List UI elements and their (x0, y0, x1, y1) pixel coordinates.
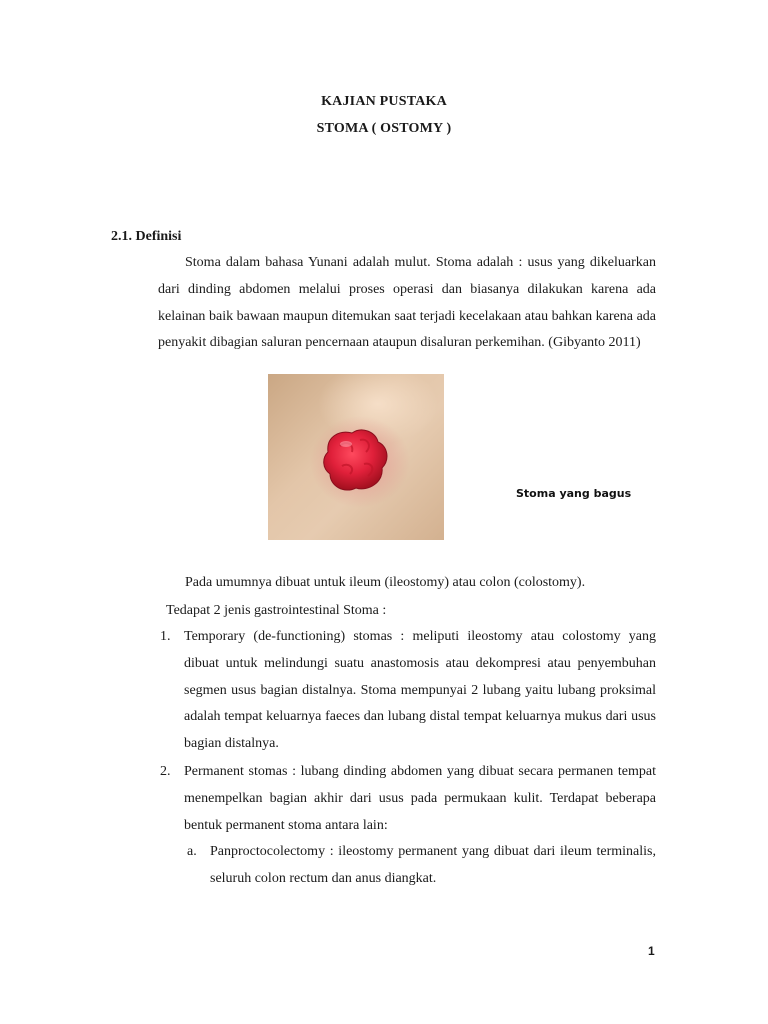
intro-line: Tedapat 2 jenis gastrointestinal Stoma : (166, 603, 387, 618)
stoma-illustration (268, 374, 444, 540)
document-title: KAJIAN PUSTAKA (321, 94, 447, 109)
list-marker: 1. (160, 629, 171, 644)
figure-caption: Stoma yang bagus (516, 487, 632, 500)
section-heading: 2.1. Definisi (111, 229, 182, 244)
stoma-photo (268, 374, 444, 540)
sublist-marker: a. (187, 844, 197, 859)
definition-paragraph: Stoma dalam bahasa Yunani adalah mulut. Stoma adalah : usus yang dikeluarkan dari dinding abdomen melalui proses operasi dan biasanya dilakukan karena ada kelainan baik bawaan maupun ditemukan saat terjadi kecelakaan atau bahkan karena ada penyakit dibagian saluran pencernaan ataupun disaluran perkemihan. (Gibyanto 2011) (158, 255, 656, 351)
sublist-item-text: Panproctocolectomy : ileostomy permanent yang dibuat dari ileum terminalis, seluruh colon rectum dan anus diangkat. (210, 844, 656, 886)
list-marker: 2. (160, 764, 171, 779)
list-item-text: Permanent stomas : lubang dinding abdomen yang dibuat secara permanen tempat menempelkan bagian akhir dari usus pada permukaan kulit. Terdapat beberapa bentuk permanent stoma antara lain: (184, 764, 656, 833)
list-item-text: Temporary (de-functioning) stomas : meliputi ileostomy atau colostomy yang dibuat untuk melindungi suatu anastomosis atau dekompresi atau penyembuhan segmen usus bagian distalnya. Stoma mempunyai 2 lubang yaitu lubang proksimal adalah tempat keluarnya faeces dan lubang distal tempat keluarnya mukus dari usus bagian distalnya. (184, 629, 656, 752)
page-number: 1 (648, 944, 655, 958)
document-subtitle: STOMA ( OSTOMY ) (316, 121, 452, 136)
intro-paragraph: Pada umumnya dibuat untuk ileum (ileostomy) atau colon (colostomy). (185, 575, 586, 590)
